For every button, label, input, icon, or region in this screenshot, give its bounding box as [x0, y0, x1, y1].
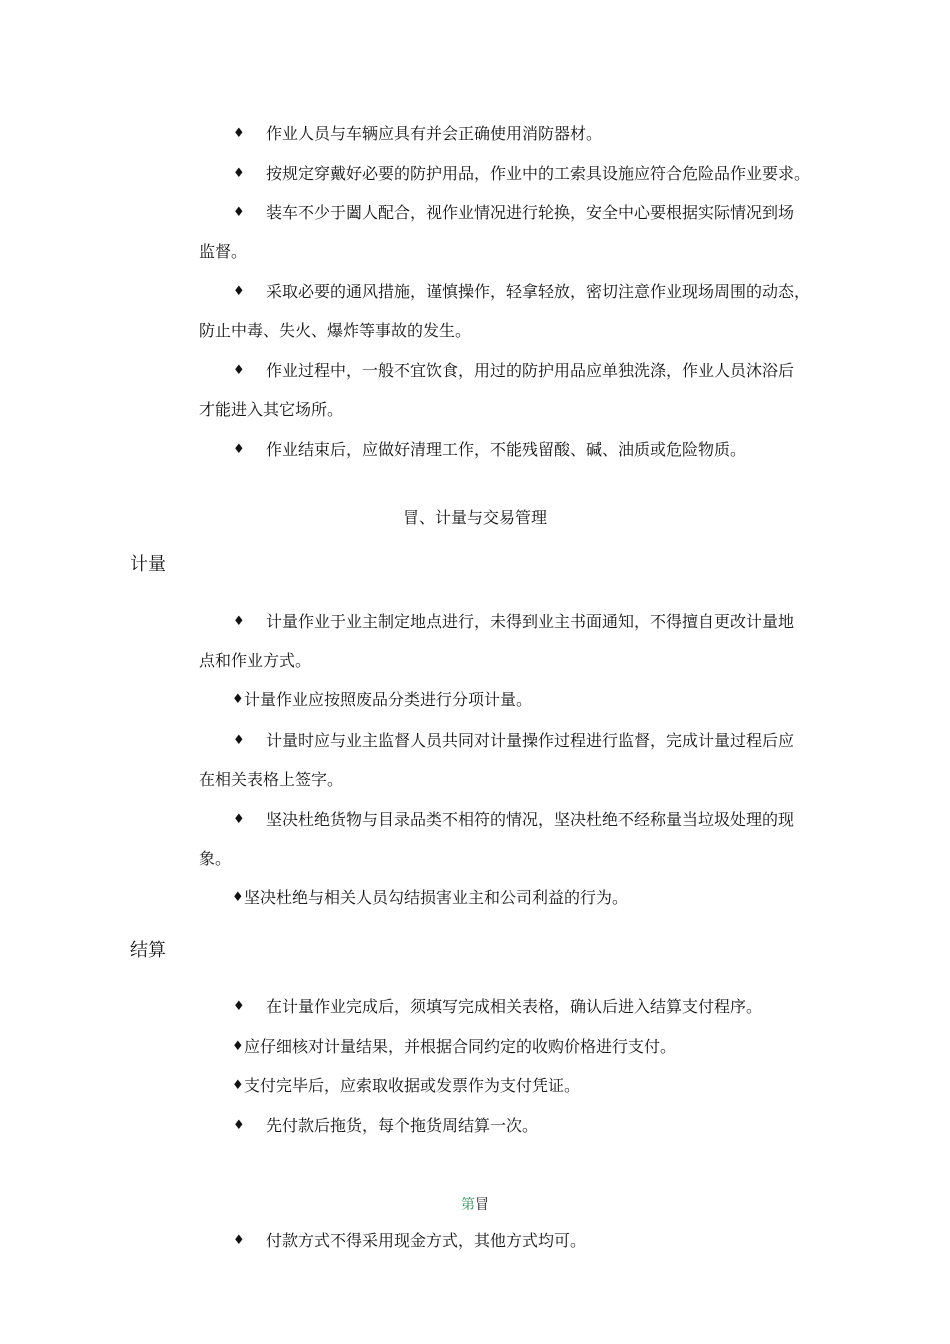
paragraph-line: 象。: [199, 849, 232, 868]
bullet-icon: ♦: [233, 166, 245, 181]
paragraph-line: 作业结束后，应做好清理工作，不能残留酸、碱、油质或危险物质。: [266, 440, 747, 459]
bullet-icon: ♦: [233, 733, 245, 748]
bullet-icon: ♦: [233, 1233, 245, 1248]
subsection-heading: 结算: [130, 940, 166, 961]
page-number: [0, 1195, 950, 1215]
paragraph-line: 才能进入其它场所。: [199, 400, 344, 419]
paragraph-line: 付款方式不得采用现金方式，其他方式均可。: [266, 1231, 587, 1250]
bullet-icon: ♦: [233, 614, 245, 629]
paragraph-line: 坚决杜绝与相关人员勾结损害业主和公司利益的行为。: [244, 888, 629, 907]
paragraph-line: 在计量作业完成后，须填写完成相关表格，确认后进入结算支付程序。: [266, 997, 763, 1016]
paragraph-line: 计量时应与业主监督人员共同对计量操作过程进行监督，完成计量过程后应: [266, 731, 795, 750]
paragraph-line: 支付完毕后，应索取收据或发票作为支付凭证。: [244, 1076, 581, 1095]
bullet-icon: ♦: [233, 442, 245, 457]
page-number-value: 冒: [475, 1197, 489, 1213]
paragraph-line: 按规定穿戴好必要的防护用品，作业中的工索具设施应符合危险品作业要求。: [266, 164, 811, 183]
paragraph-line: 计量作业于业主制定地点进行，未得到业主书面通知，不得擅自更改计量地: [266, 612, 795, 631]
paragraph-line: 坚决杜绝货物与目录品类不相符的情况，坚决杜绝不经称量当垃圾处理的现: [266, 810, 795, 829]
bullet-icon: ♦: [233, 1118, 245, 1133]
bullet-icon: ♦: [233, 363, 245, 378]
paragraph-line: 先付款后拖货，每个拖货周结算一次。: [266, 1116, 539, 1135]
bullet-icon: ♦: [233, 284, 245, 299]
paragraph-line: 作业人员与车辆应具有并会正确使用消防器材。: [266, 124, 603, 143]
page-number-prefix: 第: [461, 1197, 475, 1213]
section-title: 冒、计量与交易管理: [402, 508, 547, 527]
paragraph-line: 计量作业应按照废品分类进行分项计量。: [244, 690, 533, 709]
bullet-icon: ♦: [232, 890, 244, 905]
paragraph-line: 在相关表格上签字。: [199, 770, 344, 789]
paragraph-line: 采取必要的通风措施，谨慎操作，轻拿轻放，密切注意作业现场周围的动态，: [266, 282, 811, 301]
paragraph-line: 作业过程中，一般不宜饮食，用过的防护用品应单独洗涤，作业人员沐浴后: [266, 361, 795, 380]
bullet-icon: ♦: [233, 999, 245, 1014]
bullet-icon: ♦: [232, 1078, 244, 1093]
subsection-heading: 计量: [130, 554, 166, 575]
bullet-icon: ♦: [233, 205, 245, 220]
bullet-icon: ♦: [232, 1039, 244, 1054]
paragraph-line: 装车不少于闔人配合，视作业情况进行轮换，安全中心要根据实际情况到场: [266, 203, 795, 222]
bullet-icon: ♦: [233, 812, 245, 827]
paragraph-line: 防止中毒、失火、爆炸等事故的发生。: [199, 321, 472, 340]
paragraph-line: 点和作业方式。: [199, 651, 312, 670]
paragraph-line: 应仔细核对计量结果，并根据合同约定的收购价格进行支付。: [244, 1037, 677, 1056]
bullet-icon: ♦: [232, 692, 244, 707]
bullet-icon: ♦: [233, 126, 245, 141]
paragraph-line: 监督。: [199, 242, 248, 261]
